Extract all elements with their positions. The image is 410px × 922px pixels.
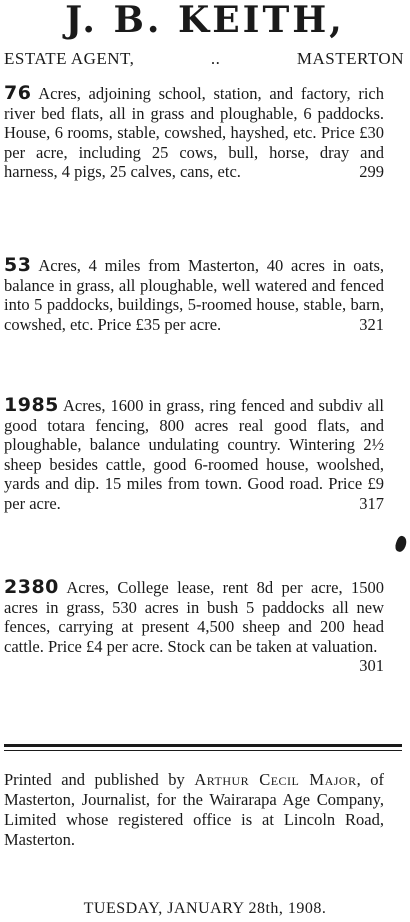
listing-text: Acres, College lease, rent 8d per acre, 1500 acres in grass, 530 acres in bush 5 paddocks all new fences, carrying at present 4,500 sheep and 200 head cattle. Price £4 per acre. Stock can be taken at valuation. bbox=[4, 578, 385, 656]
listing-text: Acres, 4 miles from Masterton, 40 acres in oats, balance in grass, all ploughable, well watered and fenced into 5 paddocks, buildings, 5-roomed house, stable, barn, cowshed, etc. Price £35 per acre. bbox=[4, 256, 384, 334]
ink-mark bbox=[394, 535, 409, 553]
advertiser-subheading bbox=[4, 44, 404, 74]
listing-ref: 321 bbox=[359, 314, 384, 334]
listing-2380-acres bbox=[4, 578, 384, 676]
thin-rule bbox=[4, 750, 402, 751]
subheading-separator: .. bbox=[210, 49, 221, 68]
imprint-prefix: Printed and published by bbox=[4, 770, 185, 789]
advertiser-name: J. B. KEITH, bbox=[65, 0, 345, 41]
listing-acres: 1985 bbox=[4, 394, 59, 416]
imprint-body: , of Masterton, Journalist, for the Wairarapa Age Company, Limited whose registered office is at Lincoln Road, Masterton. bbox=[4, 770, 384, 849]
thick-rule bbox=[4, 744, 402, 747]
listing-text: Acres, adjoining school, station, and factory, rich river bed flats, all in grass and ploughable, 6 paddocks. House, 6 rooms, stable, cowshed, hayshed, etc. Price £30 per acre, including 25 cows, bull, horse, dray and harness, 4 pigs, 25 calves, cans, etc. bbox=[4, 84, 384, 181]
listing-acres: 2380 bbox=[4, 576, 59, 598]
listing-ref: 299 bbox=[359, 162, 384, 181]
listing-ref: 317 bbox=[359, 493, 384, 513]
listing-53-acres bbox=[4, 256, 384, 334]
listing-acres: 76 bbox=[4, 82, 32, 104]
listing-ref: 301 bbox=[359, 656, 384, 675]
publication-date: TUESDAY, JANUARY 28th, 1908. bbox=[83, 900, 327, 917]
occupation: ESTATE AGENT, bbox=[4, 49, 135, 68]
printer-name: Arthur Cecil Major bbox=[194, 770, 357, 789]
listing-1985-acres bbox=[4, 396, 384, 513]
listing-text: Acres, 1600 in grass, ring fenced and subdiv all good totara fencing, 800 acres real good flats, and ploughable, balance undulating country. Wintering 2½ sheep besides cattle, good 6-roomed house, woolshed, yards and dip. 15 miles from town. Good road. Price £9 per acre. bbox=[4, 396, 384, 513]
printer-imprint bbox=[4, 770, 384, 850]
listing-acres: 53 bbox=[4, 254, 32, 276]
listing-76-acres bbox=[4, 84, 384, 182]
town: MASTERTON bbox=[296, 49, 404, 68]
